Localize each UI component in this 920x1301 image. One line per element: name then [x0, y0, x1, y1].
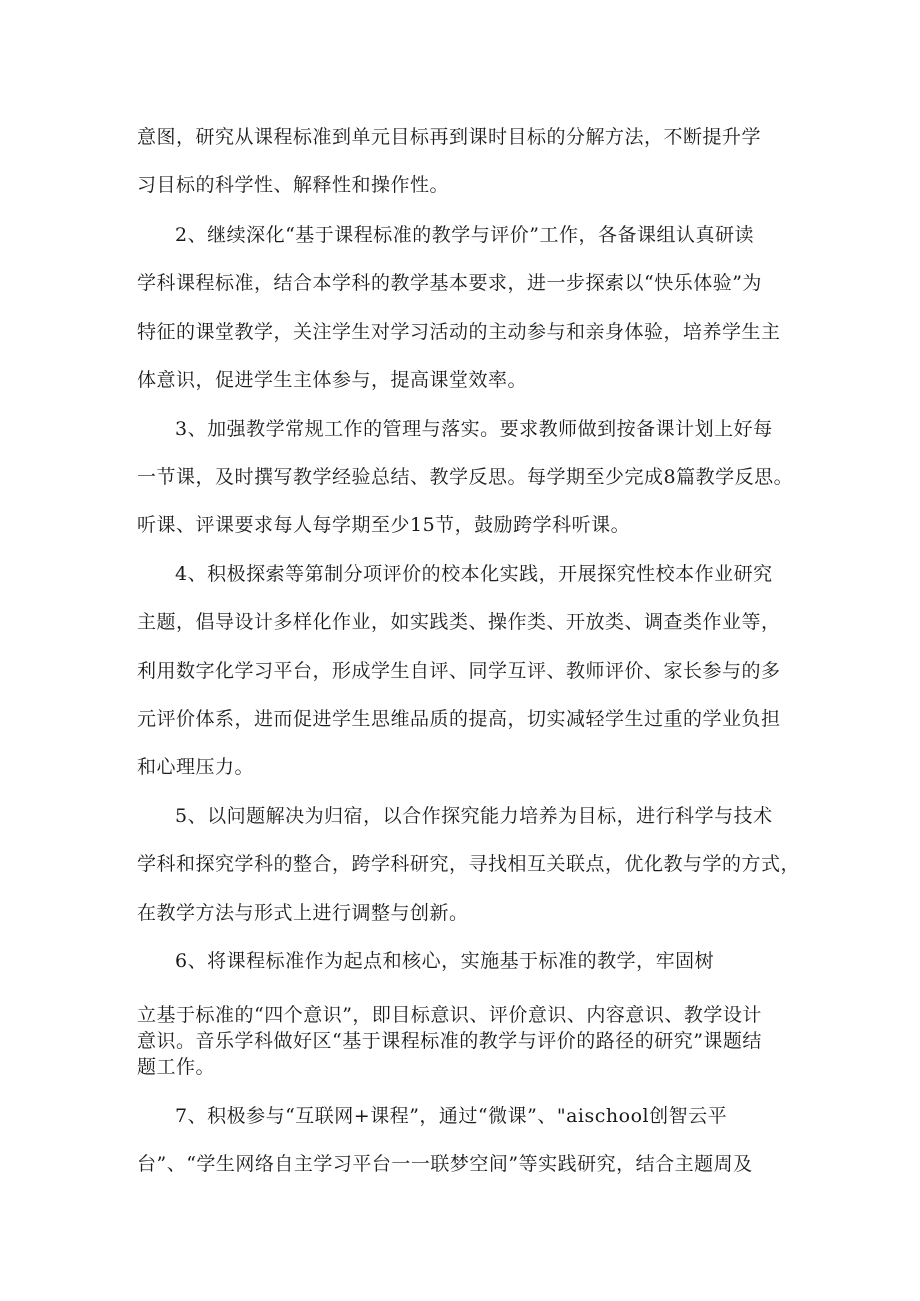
- text-line: 学科课程标准，结合本学科的教学基本要求，进一步探索以“快乐体验”为: [137, 272, 762, 294]
- text-line: 5、以问题解决为归宿，以合作探究能力培养为目标，进行科学与技术: [175, 805, 773, 827]
- text-line: 学科和探究学科的整合，跨学科研究，寻找相互关联点，优化教与学的方式，: [137, 853, 801, 875]
- text-line: 台”、“学生网络自主学习平台一一联梦空间”等实践研究，结合主题周及: [137, 1153, 753, 1175]
- text-line: 元评价体系，进而促进学生思维品质的提高，切实减轻学生过重的学业负担: [137, 708, 781, 730]
- text-line: 利用数字化学习平台，形成学生自评、同学互评、教师评价、家长参与的多: [137, 660, 781, 682]
- text-line: 意识。音乐学科做好区“基于课程标准的教学与评价的路径的研究”课题结: [137, 1030, 762, 1052]
- text-line: 听课、评课要求每人每学期至少15节，鼓励跨学科听课。: [137, 514, 631, 536]
- text-line: 主题，倡导设计多样化作业，如实践类、操作类、开放类、调查类作业等，: [137, 611, 781, 633]
- text-line: 特征的课堂教学，关注学生对学习活动的主动参与和亲身体验，培养学生主: [137, 321, 781, 343]
- text-line: 3、加强教学常规工作的管理与落实。要求教师做到按备课计划上好每: [175, 418, 773, 440]
- text-line: 4、积极探索等第制分项评价的校本化实践，开展探究性校本作业研究: [175, 563, 773, 585]
- text-line: 习目标的科学性、解释性和操作性。: [137, 174, 450, 196]
- text-line: 题工作。: [137, 1056, 216, 1078]
- text-line: 意图，研究从课程标准到单元目标再到课时目标的分解方法，不断提升学: [137, 126, 762, 148]
- text-line: 6、将课程标准作为起点和核心，实施基于标准的教学，牢固树: [175, 950, 715, 972]
- text-line: 和心理压力。: [137, 756, 255, 778]
- text-line: 2、继续深化“基于课程标准的教学与评价”工作，各备课组认真研读: [175, 224, 755, 246]
- text-line: 在教学方法与形式上进行调整与创新。: [137, 902, 469, 924]
- text-line: 7、积极参与“互联网+课程”，通过“微课”、"aischool创智云平: [175, 1105, 728, 1127]
- text-line: 立基于标准的“四个意识”，即目标意识、评价意识、内容意识、教学设计: [137, 1004, 762, 1026]
- text-line: 一节课，及时撰写教学经验总结、教学反思。每学期至少完成8篇教学反思。: [137, 466, 794, 488]
- text-line: 体意识，促进学生主体参与，提高课堂效率。: [137, 369, 528, 391]
